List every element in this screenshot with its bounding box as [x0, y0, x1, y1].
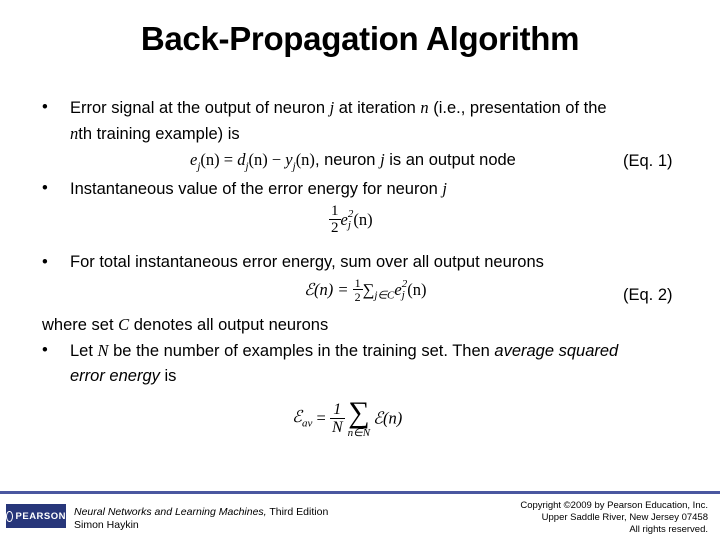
bullet-instantaneous-energy	[70, 179, 447, 199]
equation-2	[304, 277, 426, 303]
equation-1-label: (Eq. 1)	[623, 152, 673, 170]
var-j: j	[329, 98, 335, 117]
text: Error signal at the output of neuron	[70, 99, 330, 117]
equation-instantaneous-energy	[329, 204, 373, 236]
equation-1	[190, 150, 516, 172]
text: th training example) is	[78, 125, 240, 143]
bullet-average-energy-line1	[70, 341, 618, 361]
copyright-line: Upper Saddle River, New Jersey 07458	[541, 512, 708, 523]
superscript: 2	[401, 278, 408, 290]
text: Instantaneous value of the error energy for neuron	[70, 180, 443, 198]
sum-symbol: ∑	[362, 280, 375, 299]
math-d: d	[237, 150, 246, 169]
bullet-average-energy-line2	[70, 367, 176, 386]
summation	[348, 398, 370, 439]
text: is	[159, 367, 177, 385]
text: where set	[42, 316, 119, 334]
copyright-line: Copyright ©2009 by Pearson Education, Inc.	[520, 500, 708, 511]
math-sub: j	[245, 160, 249, 173]
book-author: Simon Haykin	[74, 519, 139, 531]
text: be the number of examples in the training set. Then	[108, 342, 495, 360]
pearson-mark-icon	[6, 511, 13, 522]
math-arg: (n) =	[200, 150, 238, 169]
math-e: e	[190, 150, 198, 169]
equals: =	[312, 408, 330, 428]
fraction-one-half	[329, 204, 341, 236]
numerator: 1	[333, 400, 342, 418]
bullet-marker: •	[42, 98, 48, 116]
subscript: j	[347, 219, 351, 231]
math-arg: (n)	[353, 210, 373, 229]
numerator: 1	[331, 203, 339, 219]
text: (i.e., presentation of the	[428, 99, 607, 117]
book-edition: Third Edition	[266, 506, 329, 518]
book-citation	[74, 506, 328, 532]
var-j: j	[442, 179, 447, 198]
slide-title: Back-Propagation Algorithm	[140, 20, 580, 57]
bullet-marker: •	[42, 341, 48, 359]
superscript: 2	[347, 208, 354, 220]
sum-symbol: ∑	[348, 396, 370, 429]
math-e: e	[394, 280, 402, 299]
denominator: 2	[331, 220, 339, 236]
text: denotes all output neurons	[129, 316, 329, 334]
math-y: y	[285, 150, 293, 169]
math-e: e	[340, 210, 348, 229]
text: , neuron	[314, 151, 381, 169]
bullet-error-signal-line2	[70, 124, 240, 144]
book-title-line	[74, 506, 328, 519]
text-italic: average squared	[494, 342, 619, 360]
fraction-one-over-n	[330, 402, 345, 436]
pearson-logo	[6, 504, 66, 528]
equation-2-label: (Eq. 2)	[623, 286, 673, 304]
math-arg: (n)	[295, 150, 315, 169]
subscript: av	[302, 417, 313, 430]
logo-text: PEARSON	[15, 510, 66, 522]
text: at iteration	[334, 99, 421, 117]
math-lhs: ℰ(n) =	[304, 280, 353, 299]
equation-average-energy	[292, 398, 402, 454]
where-set-c-line	[42, 315, 328, 335]
denominator: 2	[354, 290, 361, 304]
text: Let	[70, 342, 98, 360]
fraction-one-half	[353, 277, 363, 303]
var-n-upper: N	[97, 341, 109, 360]
denominator: N	[331, 418, 343, 436]
math-arg: (n)	[407, 280, 427, 299]
footer-rule	[0, 491, 720, 494]
copyright-line: All rights reserved.	[629, 524, 708, 535]
text: is an output node	[384, 151, 516, 169]
math-rhs: ℰ(n)	[373, 408, 403, 428]
bullet-error-signal-line1	[70, 98, 607, 118]
math-script-e: ℰ	[292, 407, 302, 427]
var-j: j	[380, 150, 385, 169]
var-c: C	[118, 315, 130, 334]
math-arg: (n) −	[248, 150, 286, 169]
text: For total instantaneous error energy, sum over all output neurons	[70, 253, 544, 271]
subscript: j	[401, 289, 405, 301]
copyright-notice	[520, 500, 708, 536]
var-n: n	[420, 98, 429, 117]
bullet-marker: •	[42, 253, 48, 271]
sum-subscript: j∈C	[374, 289, 395, 302]
book-title: Neural Networks and Learning Machines,	[74, 506, 267, 518]
text-italic: error energy	[70, 367, 160, 385]
bullet-marker: •	[42, 179, 48, 197]
bullet-total-energy	[70, 253, 544, 272]
var-n: n	[70, 124, 79, 143]
math-sub: j	[197, 160, 201, 173]
sum-subscript: n∈N	[347, 427, 371, 439]
numerator: 1	[354, 276, 361, 290]
math-sub: j	[292, 160, 296, 173]
math-lhs	[292, 407, 312, 429]
